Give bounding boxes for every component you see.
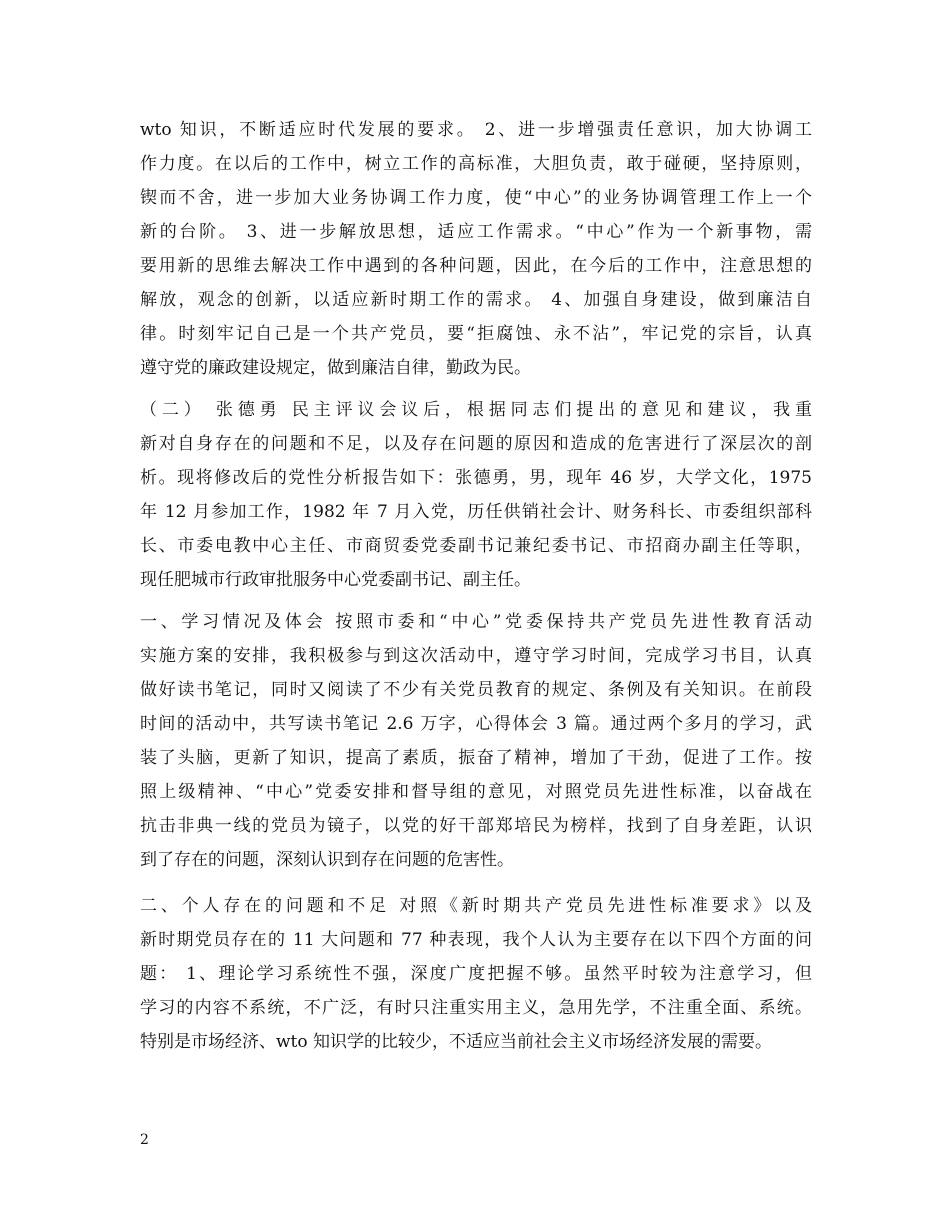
paragraph-block-1	[140, 113, 812, 385]
page-number: 2	[140, 1132, 149, 1148]
text-line: 现任肥城市行政审批服务中心党委副书记、副主任。	[140, 570, 531, 590]
text-line: 抗击非典一线的党员为镜子，以党的好干部郑培民为榜样，找到了自身差距，认识	[140, 816, 812, 836]
text-line: 学习的内容不系统，不广泛，有时只注重实用主义，急用先学，不注重全面、系统。	[140, 998, 812, 1018]
paragraph-gap	[140, 597, 812, 605]
text-line: 解放，观念的创新，以适应新时期工作的需求。 4、加强自身建设，做到廉洁自	[140, 290, 812, 310]
text-line: 年 12 月参加工作，1982 年 7 月入党，历任供销社会计、财务科长、市委组织部科	[140, 502, 812, 522]
text-line: 二、个人存在的问题和不足 对照《新时期共产党员先进性标准要求》以及	[140, 896, 812, 916]
text-line: 要用新的思维去解决工作中遇到的各种问题，因此，在今后的工作中，注意思想的	[140, 256, 812, 276]
text-line: 析。现将修改后的党性分析报告如下：张德勇，男，现年 46 岁，大学文化，1975	[140, 468, 812, 488]
text-line: （二） 张德勇 民主评议会议后，根据同志们提出的意见和建议，我重	[140, 400, 812, 420]
text-line: 遵守党的廉政建设规定，做到廉洁自律，勤政为民。	[140, 358, 531, 378]
text-line: 照上级精神、“中心”党委安排和督导组的意见，对照党员先进性标准，以奋战在	[140, 782, 812, 802]
text-line: 新的台阶。 3、进一步解放思想，适应工作需求。“中心”作为一个新事物，需	[140, 222, 812, 242]
text-line: 实施方案的安排，我积极参与到这次活动中，遵守学习时间，完成学习书目，认真	[140, 646, 812, 666]
text-line: 新时期党员存在的 11 大问题和 77 种表现，我个人认为主要存在以下四个方面的问	[140, 930, 812, 950]
paragraph-block-2	[140, 393, 812, 597]
paragraph-block-4	[140, 889, 812, 1059]
document-body	[140, 113, 812, 1059]
text-line: 新对自身存在的问题和不足，以及存在问题的原因和造成的危害进行了深层次的剖	[140, 434, 812, 454]
text-line: 装了头脑，更新了知识，提高了素质，振奋了精神，增加了干劲，促进了工作。按	[140, 748, 812, 768]
text-line: 题： 1、理论学习系统性不强，深度广度把握不够。虽然平时较为注意学习，但	[140, 964, 812, 984]
paragraph-gap	[140, 385, 812, 393]
text-line: 特别是市场经济、wto 知识学的比较少，不适应当前社会主义市场经济发展的需要。	[140, 1032, 773, 1052]
paragraph-block-3	[140, 605, 812, 877]
text-line: 律。时刻牢记自己是一个共产党员，要“拒腐蚀、永不沾”，牢记党的宗旨，认真	[140, 324, 812, 344]
text-line: wto 知识，不断适应时代发展的要求。 2、进一步增强责任意识，加大协调工	[140, 120, 812, 140]
paragraph-gap	[140, 877, 812, 889]
text-line: 作力度。在以后的工作中，树立工作的高标准，大胆负责，敢于碰硬，坚持原则，	[140, 154, 812, 174]
text-line: 做好读书笔记，同时又阅读了不少有关党员教育的规定、条例及有关知识。在前段	[140, 680, 812, 700]
text-line: 长、市委电教中心主任、市商贸委党委副书记兼纪委书记、市招商办副主任等职，	[140, 536, 812, 556]
text-line: 一、学习情况及体会 按照市委和“中心”党委保持共产党员先进性教育活动	[140, 612, 812, 632]
text-line: 锲而不舍，进一步加大业务协调工作力度，使“中心”的业务协调管理工作上一个	[140, 188, 812, 208]
text-line: 时间的活动中，共写读书笔记 2.6 万字，心得体会 3 篇。通过两个多月的学习，武	[140, 714, 812, 734]
text-line: 到了存在的问题，深刻认识到存在问题的危害性。	[140, 850, 514, 870]
